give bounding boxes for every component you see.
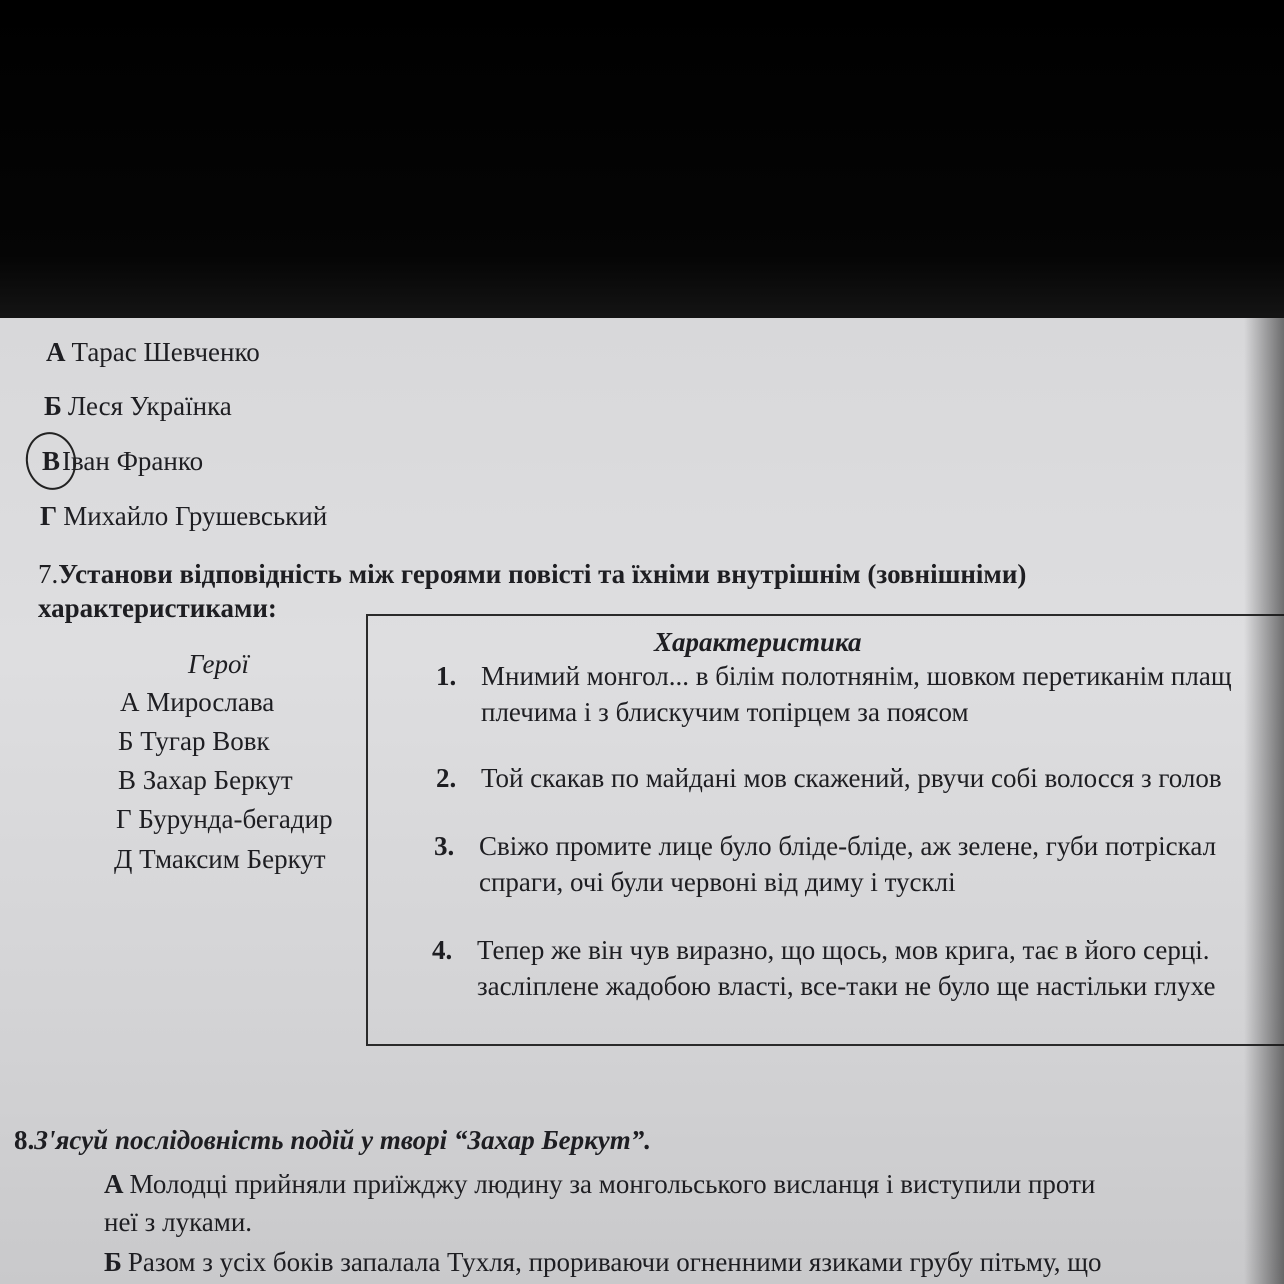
hero-item: Г Бурунда-бегадир (116, 804, 333, 834)
q8-item-b-letter: Б (104, 1247, 122, 1277)
characteristic-text: засліплене жадобою власті, все-таки не було ще настільки глухе (477, 971, 1216, 1001)
q6-option-a-letter: А (46, 337, 66, 367)
q8-item-a-text: Молодці прийняли приїжджу людину за монгольського висланця і виступили проти (129, 1169, 1096, 1199)
q6-option-c-letter: В (42, 446, 61, 476)
q8-item-b (104, 1246, 1102, 1278)
q6-option-b-text: Леся Українка (67, 391, 232, 421)
q8-item-a-letter: А (104, 1169, 124, 1199)
q6-option-b (44, 390, 232, 422)
characteristic-number: 1. (436, 661, 457, 691)
hero-item: В Захар Беркут (118, 765, 293, 795)
q8-item-a-line2: неї з луками. (104, 1207, 253, 1237)
q8-item-b-text: Разом з усіх боків запалала Тухля, прориваючи огненними язиками грубу пітьму, що (127, 1247, 1102, 1277)
characteristic-text: Свіжо промите лице було бліде-бліде, аж зелене, губи потріскал (479, 831, 1217, 861)
characteristics-header: Характеристика (654, 627, 862, 657)
q6-option-d-letter: Г (40, 501, 58, 531)
characteristic-text: Тепер же він чув виразно, що щось, мов крига, тає в його серці. (477, 935, 1210, 965)
q8-number: 8. (14, 1125, 35, 1155)
q7-prompt-text: Установи відповідність між героями повісті та їхніми внутрішнім (зовнішніми) (58, 559, 1027, 589)
dark-background (0, 0, 1284, 320)
characteristic-text: спраги, очі були червоні від диму і тусклі (479, 867, 956, 897)
hero-item: Д Тмаксим Беркут (114, 844, 326, 874)
q6-option-c-text: Іван Франко (62, 446, 204, 476)
q6-option-a (46, 336, 260, 368)
q6-option-a-text: Тарас Шевченко (71, 337, 260, 367)
q7-prompt-line1 (38, 558, 1026, 590)
q8-item-a (104, 1168, 1095, 1200)
characteristic-number: 2. (436, 763, 457, 793)
characteristic-text: Мнимий монгол... в білім полотнянім, шовком перетиканім плащ (481, 661, 1232, 691)
characteristic-number: 3. (434, 831, 455, 861)
q7-prompt-line2: характеристиками: (38, 593, 277, 623)
q6-option-b-letter: Б (44, 391, 62, 421)
q6-option-d (40, 500, 327, 532)
edge-shadow (1244, 318, 1284, 1284)
q8-prompt (14, 1124, 651, 1156)
characteristic-number: 4. (432, 935, 453, 965)
q8-prompt-text: З'ясуй послідовність подій у творі “Захар Беркут”. (34, 1125, 652, 1155)
hero-item: А Мирослава (120, 687, 275, 717)
q6-option-d-text: Михайло Грушевський (63, 501, 328, 531)
hero-item: Б Тугар Вовк (118, 726, 270, 756)
characteristic-text: Той скакав по майдані мов скажений, рвучи собі волосся з голов (481, 763, 1222, 793)
heroes-header: Герої (188, 649, 250, 679)
q7-number: 7. (38, 559, 59, 589)
characteristic-text: плечима і з блискучим топірцем за поясом (481, 697, 969, 727)
